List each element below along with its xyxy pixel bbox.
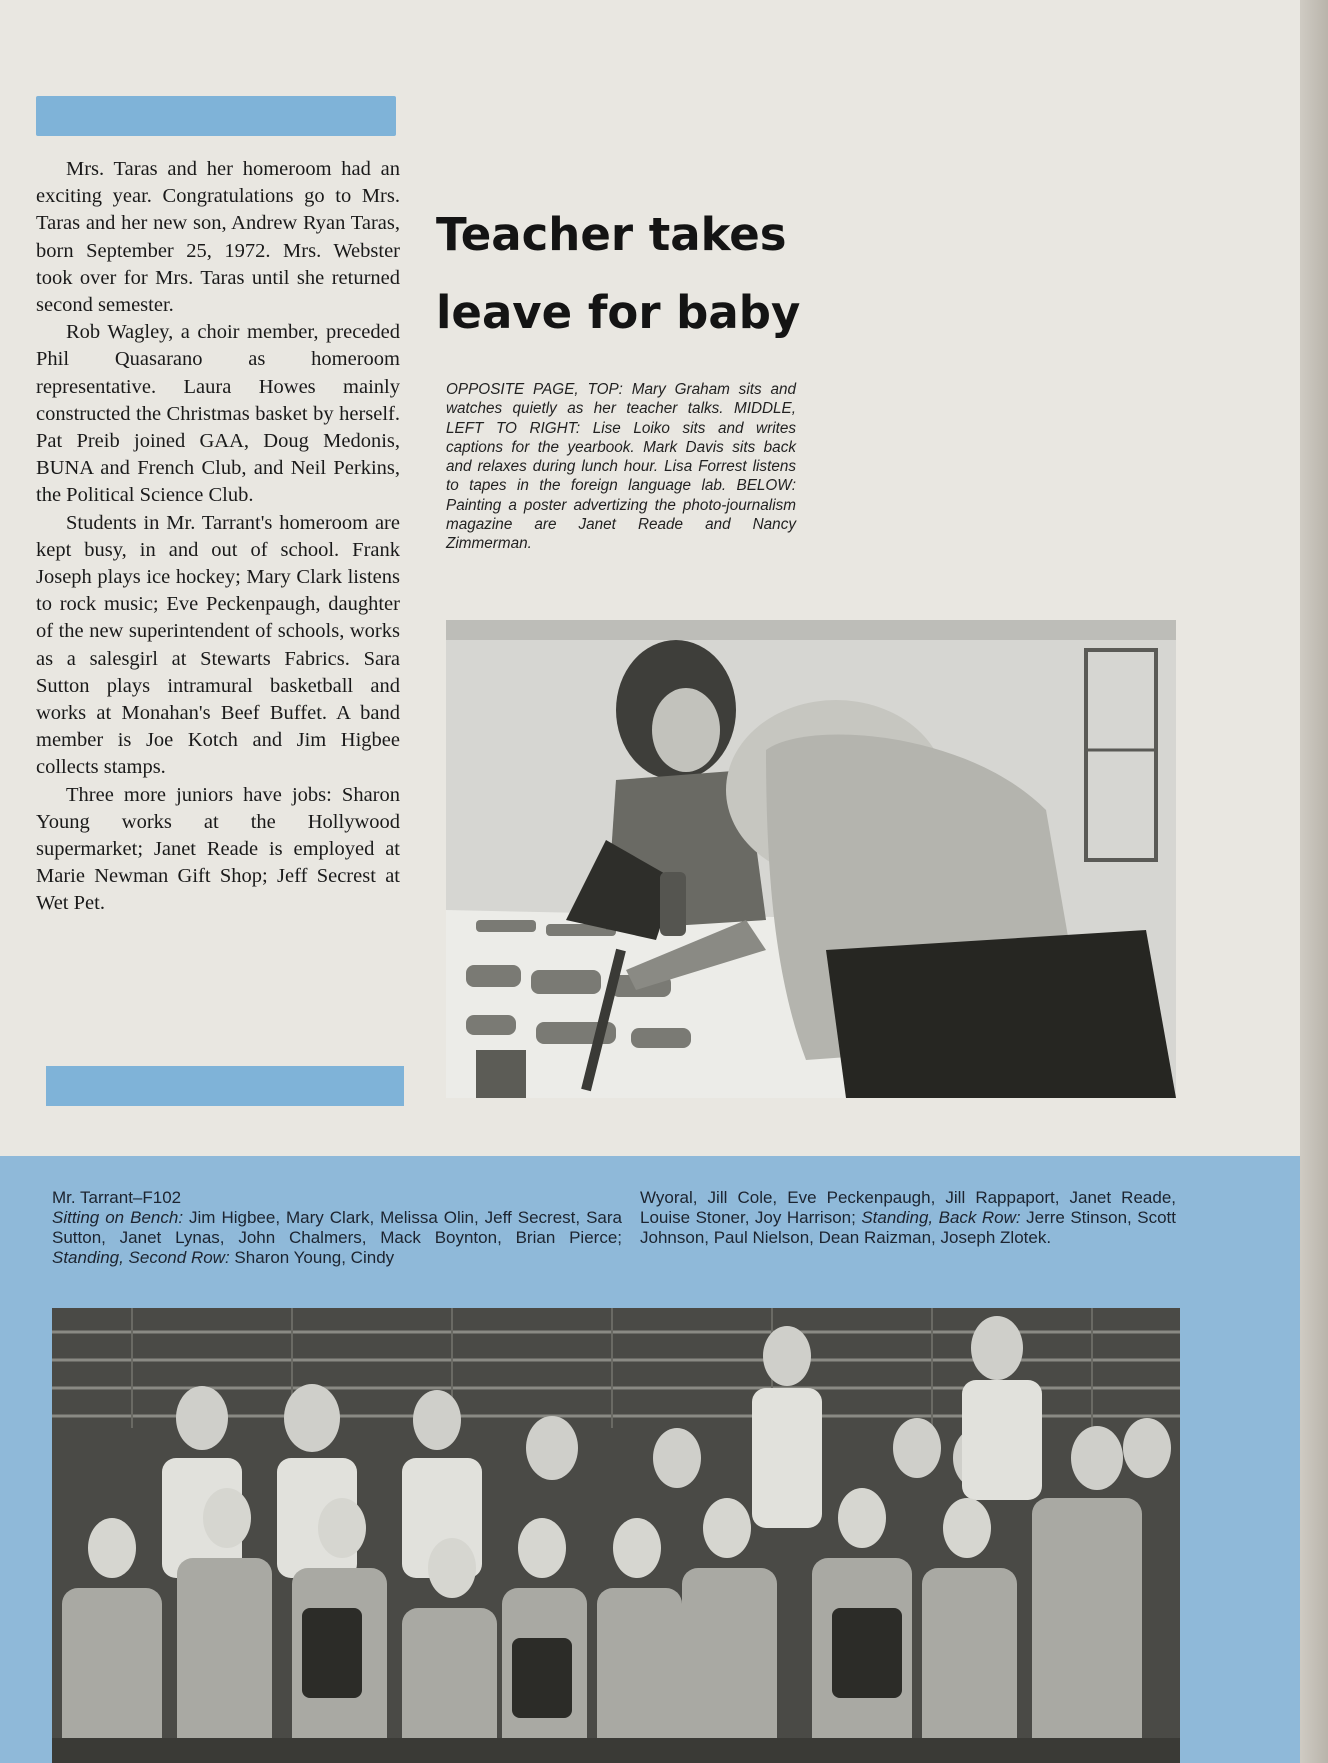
sitting-names: Jim Higbee, Mary Clark, Melissa Olin, Jeff Secrest, Sara Sutton, Janet Lynas, John Chalmers, Mack Boynton, Brian Pierce;	[52, 1208, 622, 1247]
body-text	[36, 156, 400, 918]
group-photo-illustration	[52, 1308, 1180, 1763]
second-row-names: Sharon Young, Cindy	[234, 1248, 395, 1267]
headline-line-2: leave for baby	[436, 286, 801, 339]
body-paragraph: Three more juniors have jobs: Sharon Young works at the Hollywood supermarket; Janet Reade is employed at Marie Newman Gift Shop; Jeff Secrest at Wet Pet.	[36, 783, 400, 915]
poster-painting-photo	[446, 620, 1176, 1098]
back-row-names: Jerre Stinson, Scott Johnson, Paul Nielson, Dean Raizman, Joseph Zlotek.	[640, 1208, 1176, 1247]
bottom-accent-bar	[46, 1066, 404, 1106]
second-row-label: Standing, Second Row:	[52, 1248, 230, 1267]
body-paragraph: Mrs. Taras and her homeroom had an exciting year. Congratulations go to Mrs. Taras and her new son, Andrew Ryan Taras, born September 25, 1972. Mrs. Webster took over for Mrs. Taras until she returned second semester.	[36, 158, 400, 317]
top-accent-bar	[36, 96, 396, 136]
photo-caption: OPPOSITE PAGE, TOP: Mary Graham sits and watches quietly as her teacher talks. MIDDLE, LEFT TO RIGHT: Lise Loiko sits and writes captions for the yearbook. Mark Davis sits back and relaxes during lunch hour. Lisa Forrest listens to tapes in the foreign language lab. BELOW: Painting a poster advertizing the photo-journalism magazine are Janet Reade and Nancy Zimmerman.	[446, 381, 796, 553]
headline	[436, 196, 856, 352]
sitting-label: Sitting on Bench:	[52, 1208, 184, 1227]
page-edge	[1300, 0, 1328, 1763]
body-paragraph: Students in Mr. Tarrant's homeroom are kept busy, in and out of school. Frank Joseph plays ice hockey; Mary Clark listens to rock music; Eve Peckenpaugh, daughter of the new superintendent of schools, works as a salesgirl at Stewarts Fabrics. Sara Sutton plays intramural basketball and works at Monahan's Beef Buffet. A band member is Joe Kotch and Jim Higbee collects stamps.	[36, 511, 400, 779]
back-row-label: Standing, Back Row:	[861, 1208, 1021, 1227]
group-caption-right	[640, 1188, 1176, 1248]
group-caption-left	[52, 1188, 622, 1268]
homeroom-group-photo	[52, 1308, 1180, 1763]
second-row-names-continued: Wyoral, Jill Cole, Eve Peckenpaugh, Jill Rappaport, Janet Reade, Louise Stoner, Joy Harrison;	[640, 1188, 1176, 1227]
poster-painting-illustration	[446, 620, 1176, 1098]
headline-line-1: Teacher takes	[436, 208, 787, 261]
homeroom-label: Mr. Tarrant–F102	[52, 1188, 182, 1207]
body-paragraph: Rob Wagley, a choir member, preceded Phil Quasarano as homeroom representative. Laura Howes mainly constructed the Christmas basket by herself. Pat Preib joined GAA, Doug Medonis, BUNA and French Club, and Neil Perkins, the Political Science Club.	[36, 321, 400, 507]
